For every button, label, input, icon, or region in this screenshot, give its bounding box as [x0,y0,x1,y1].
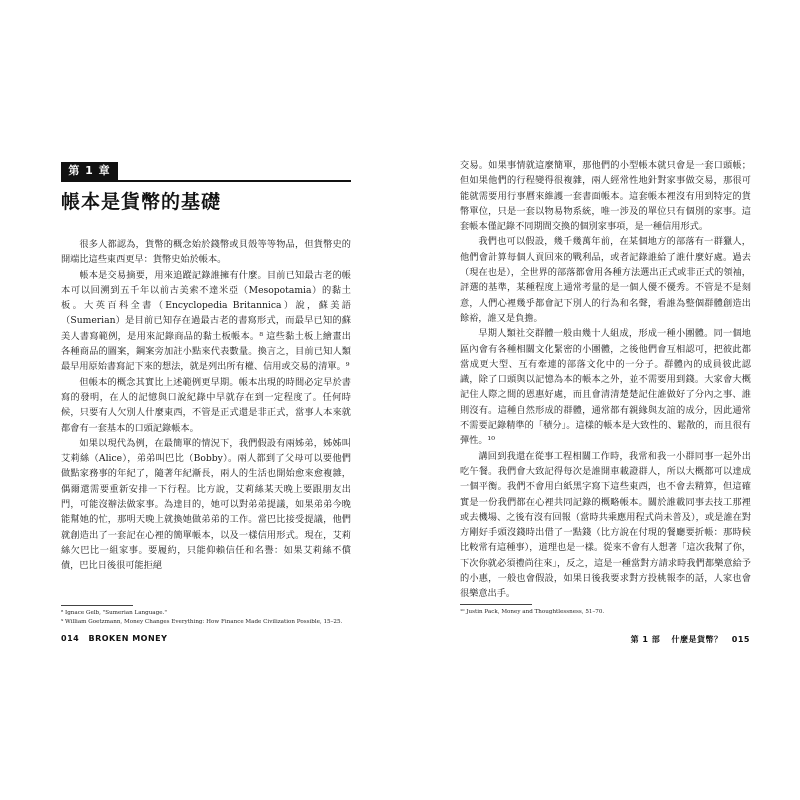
footnote: ⁸ Ignace Gelb, "Sumerian Language." [61,610,167,616]
paragraph: 早期人類社交群體一般由幾十人組成，形成一種小團體。同一個地區內會有各種相關文化緊密的小團體，之後他們會互相認可，把彼此都當成更大型、互有牽連的部落文化中的一分子。群體內的成員彼此認識，除了口頭與以記憶為本的帳本之外，並不需要用到錢。大家會大概記住人際之間的恩惠好處，而且會清清楚楚記住誰做好了分內之事、誰則沒有。這種自然形成的群體，通常都有親緣與友誼的成分，因此通常不需要記錄精準的「積分」。這樣的帳本是大致性的、鬆散的，而且很有彈性。¹⁰ [460,328,751,447]
page-number: 014 [61,634,80,643]
footnote: ¹⁰ Justin Pack, Money and Thoughtlessness, 51–70. [460,609,605,615]
footnote-rule [61,605,133,606]
footnote-rule [460,604,532,605]
chapter-label: 第 1 章 [61,162,118,180]
chapter-title: 帳本是貨幣的基礎 [61,191,222,213]
running-title: 什麼是貨幣？ [671,635,723,644]
right-page [400,0,800,800]
paragraph: 但帳本的概念其實比上述範例更早期。帳本出現的時間必定早於書寫的發明，在人的記憶與口說紀錄中早就存在到一定程度了。任何時候，只要有人欠別人什麼東西，不管是正式還是非正式，當事人本來就都會有一套基本的口頭記錄帳本。 [61,376,351,434]
right-footnotes [460,608,604,617]
left-body-text [61,237,351,574]
paragraph: 如果以現代為例，在最簡單的情況下，我們假設有兩姊弟，姊姊叫艾莉絲（Alice），弟弟叫巴比（Bobby）。兩人都到了父母可以要他們做點家務事的年紀了，隨著年紀漸長，兩人的生活也開始愈來愈複雜，偶爾還需要重新安排一下行程。比方說，艾莉絲某天晚上要跟朋友出門，可能沒辦法做家事。為達目的，她可以對弟弟提議，如果弟弟今晚能幫她的忙，那明天晚上就換她做弟弟的工作。當巴比接受提議，他們就創造出了一套記在心裡的簡單帳本，以及一樣信用形式。現在，艾莉絲欠巴比一組家事。要履約，只能仰賴信任和名譽：如果艾莉絲不償債，巴比日後很可能拒絕 [61,437,351,572]
running-title: BROKEN MONEY [88,634,168,643]
left-folio [61,634,167,643]
paragraph: 帳本是交易摘要，用來追蹤記錄誰擁有什麼。目前已知最古老的帳本可以回溯到五千年以前古美索不達米亞（Mesopotamia）的黏土板。大英百科全書（Encyclopedia Britannica）說，蘇美語（Sumerian）是目前已知存在過最古老的書寫形式，而最早已知的蘇美人書寫範例，是用來記錄商品的黏土板帳本。⁸ 這些黏土板上繪畫出各種商品的圖案，鋼案旁加註小點來代表數量。換言之，目前已知人類最早用原始書寫記下來的想法，就是列出所有權、信用或交易的清單。⁹ [61,269,351,373]
footnote: ⁹ William Goetzmann, Money Changes Everything: How Finance Made Civilization Possible, 15–25. [61,619,343,625]
running-part: 第 1 部 [630,635,661,644]
right-folio [631,634,750,645]
paragraph: 我們也可以假設，幾千幾萬年前，在某個地方的部落有一群獵人，他們會計算每個人貢回來的戰利品，或者記錄誰給了誰什麼好處。過去（現在也是），全世界的部落都會用各種方法選出正式或非正式的領袖，評選的基準，某種程度上通常考量的是一個人優不優秀。不管是不是刻意，人們心裡幾乎都會記下別人的行為和名聲，看誰為整個群體創造出餘裕，誰又是負擔。 [460,236,751,324]
paragraph: 很多人都認為，貨幣的概念始於錢幣或貝殼等等物品，但貨幣史的開端比這些東西更早：貨幣史始於帳本。 [61,239,351,266]
paragraph: 交易。如果事情就這麼簡單，那他們的小型帳本就只會是一套口頭帳；但如果他們的行程變得很複雜，兩人經常性地針對家事做交易，那很可能就需要用行事曆來維護一套書面帳本。這套帳本裡沒有用到特定的貨幣單位，只是一套以物易物系統，唯一涉及的單位只有個別的家事。這套帳本僅記錄不同期間交換的個別家事項，是一種信用形式。 [460,160,751,233]
left-footnotes [61,609,342,627]
right-body-text [460,158,751,602]
page-number: 015 [731,635,750,644]
chapter-header-rule [61,162,351,182]
paragraph: 講回到我還在從事工程相關工作時，我常和我一小群同事一起外出吃午餐。我們會大致記得每次是誰開車載證群人，所以大概都可以達成一個平衡。我們不會用白紙黑字寫下這些東西，也不會去精算，但這確實是一份我們都在心裡共同記錄的概略帳本。關於誰載同事去技工那裡或去機場、之後有沒有回報（當時共乘應用程式尚未普及），或是誰在對方剛好手頭沒錢時出借了一點錢（比方說在付現的餐廳要折帳：那時候比較常有這種事），道理也是一樣。從來不會有人想著「這次我幫了你，下次你就必須禮尚往來」，反之，這是一種當對方請求時我們都樂意給予的小惠，一般也會假設，如果日後我要求對方投桃報李的話，人家也會很樂意出手。 [460,450,751,600]
